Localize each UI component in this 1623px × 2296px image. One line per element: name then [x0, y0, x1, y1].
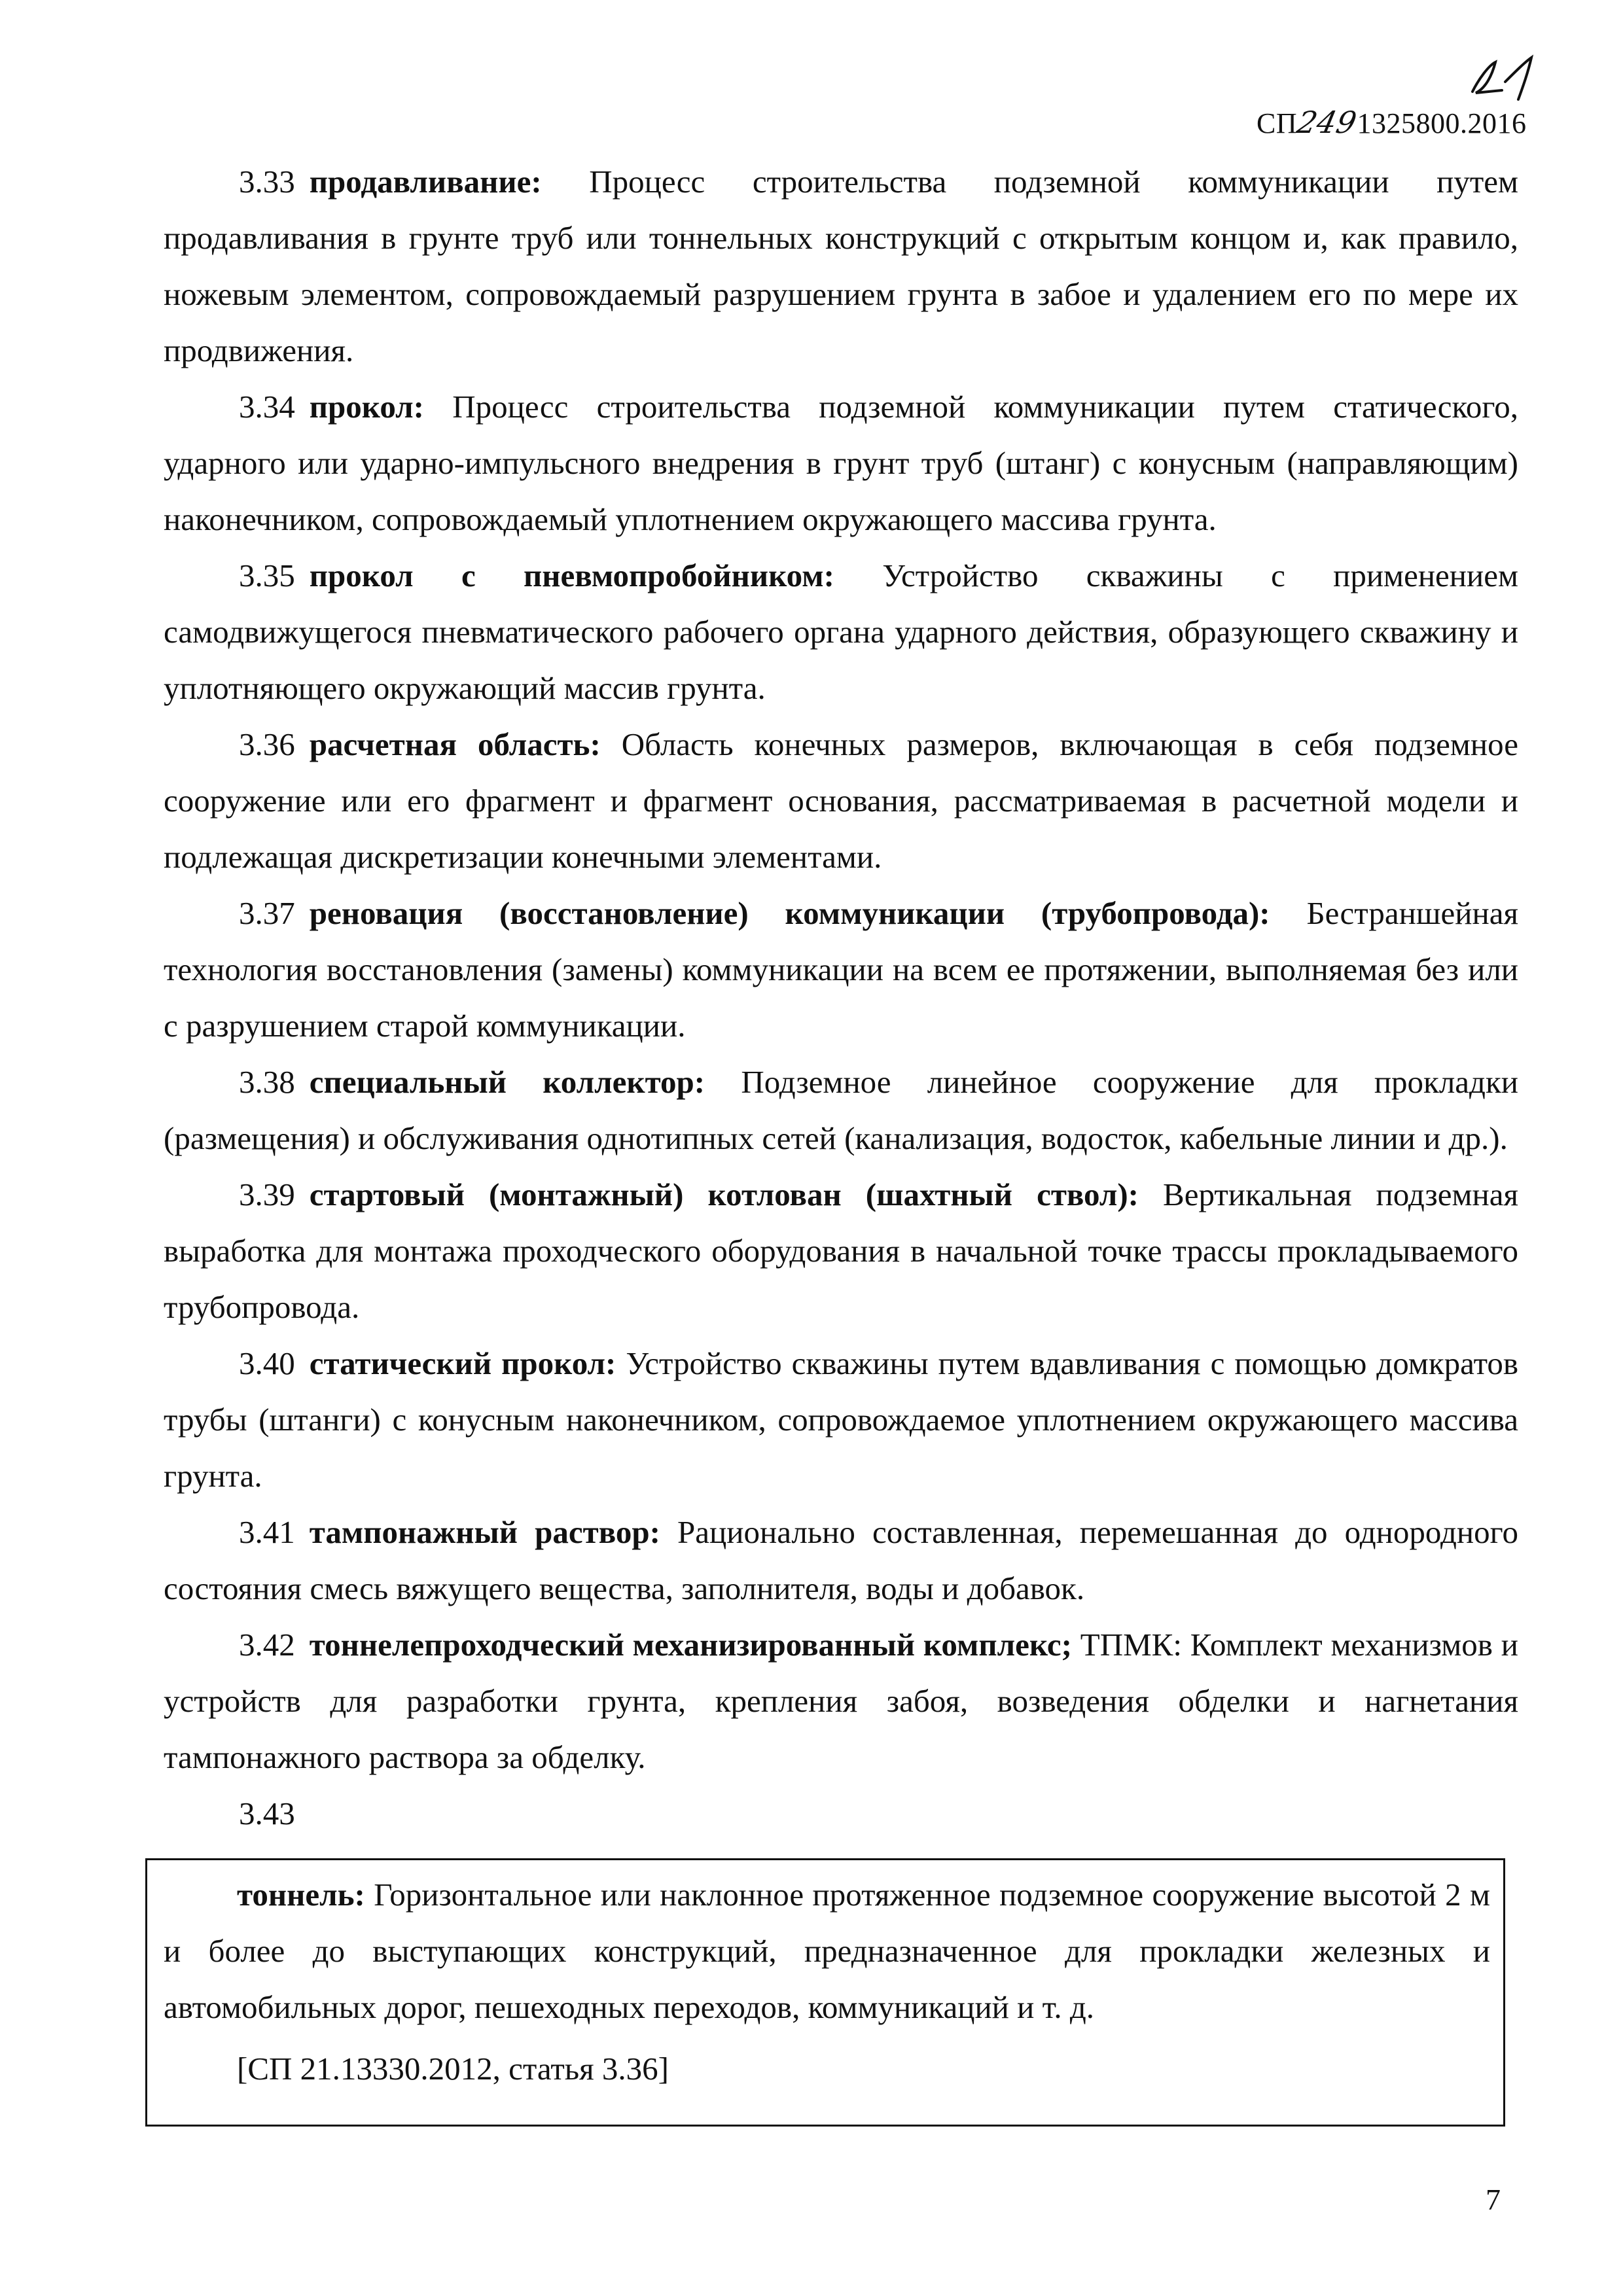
entry-number: 3.36 [239, 726, 295, 762]
entry-text: Вертикальная подземная выработка для монтажа проходческого оборудования в начальной точке трассы прокладываемого трубопровода. [164, 1176, 1518, 1325]
entry-term: прокол с пневмопробойником: [309, 557, 834, 593]
entry-text: Бестраншейная технология восстановления (замены) коммуникации на всем ее протяжении, выполняемая без или с разрушением старой коммуникации. [164, 895, 1519, 1044]
definition-entry-3-38 [164, 1054, 1518, 1167]
definition-entry-3-33 [164, 154, 1518, 379]
entry-number: 3.40 [239, 1345, 295, 1381]
entry-number: 3.34 [239, 389, 295, 425]
entry-text: ТПМК: Комплект механизмов и устройств для разработки грунта, крепления забоя, возведения обделки и нагнетания тампонажного раствора за обделку. [164, 1627, 1518, 1775]
entry-term: расчетная область: [309, 726, 601, 762]
handwritten-page-number [1466, 52, 1544, 105]
definition-entry-3-39 [164, 1167, 1518, 1335]
entry-text: Процесс строительства подземной коммуникации путем статического, ударного или ударно-импульсного внедрения в грунт труб (штанг) с конусным (направляющим) наконечником, сопровождаемый уплотнением окружающего массива грунта. [164, 389, 1518, 537]
entry-term: продавливание: [309, 164, 542, 200]
doc-code-prefix: СП [1257, 107, 1298, 139]
entry-number: 3.38 [239, 1064, 295, 1100]
entry-number: 3.39 [239, 1176, 295, 1212]
entry-term: реновация (восстановление) коммуникации (трубопровода): [309, 895, 1270, 931]
entry-text: Устройство скважины с применением самодвижущегося пневматического рабочего органа ударного действия, образующего скважину и уплотняющего окружающий массив грунта. [164, 557, 1518, 706]
entry-number: 3.33 [239, 164, 295, 200]
definition-entry-3-41 [164, 1504, 1518, 1617]
tunnel-definition-frame [145, 1858, 1505, 2127]
entry-number: 3.37 [239, 895, 295, 931]
entry-number: 3.41 [239, 1514, 295, 1550]
document-code [1257, 105, 1526, 140]
entry-text: Процесс строительства подземной коммуникации путем продавливания в грунте труб или тоннельных конструкций с открытым концом и, как правило, ножевым элементом, сопровождаемый разрушением грунта в забое и удалением его по мере их продвижения. [164, 164, 1518, 368]
definition-entry-3-43 [164, 1867, 1490, 2036]
entry-term: тампонажный раствор: [309, 1514, 660, 1550]
definition-entry-3-35 [164, 548, 1518, 716]
definition-entry-3-34 [164, 379, 1518, 548]
entry-text: Подземное линейное сооружение для прокладки (размещения) и обслуживания однотипных сетей (канализация, водосток, кабельные линии и др.). [164, 1064, 1519, 1156]
definition-entry-3-40 [164, 1335, 1518, 1504]
doc-code-handwritten-number: 249 [1294, 105, 1361, 140]
entry-number: 3.42 [239, 1627, 295, 1663]
definition-entry-3-36 [164, 716, 1518, 885]
source-reference: [СП 21.13330.2012, статья 3.36] [237, 2051, 669, 2087]
entry-number-3-43: 3.43 [239, 1795, 295, 1831]
definition-entry-3-37 [164, 885, 1518, 1054]
entry-text: Область конечных размеров, включающая в себя подземное сооружение или его фрагмент и фрагмент основания, рассматриваемая в расчетной модели и подлежащая дискретизации конечными элементами. [164, 726, 1519, 875]
definition-entry-3-42 [164, 1617, 1518, 1786]
entry-term: тоннелепроходческий механизированный комплекс; [309, 1627, 1072, 1663]
entry-term: тоннель: [237, 1877, 365, 1913]
entry-text: Рационально составленная, перемешанная до однородного состояния смесь вяжущего вещества, заполнителя, воды и добавок. [164, 1514, 1519, 1606]
entry-term: статический прокол: [309, 1345, 616, 1381]
definitions-list [164, 154, 1518, 1842]
entry-text: Горизонтальное или наклонное протяженное подземное сооружение высотой 2 м и более до выступающих конструкций, предназначенное для прокладки железных и автомобильных дорог, пешеходных переходов, коммуникаций и т. д. [164, 1877, 1491, 2025]
entry-term: специальный коллектор: [309, 1064, 705, 1100]
doc-code-suffix: 1325800.2016 [1357, 107, 1527, 139]
page-number: 7 [1486, 2183, 1501, 2216]
entry-term: стартовый (монтажный) котлован (шахтный ствол): [309, 1176, 1139, 1212]
entry-text: Устройство скважины путем вдавливания с помощью домкратов трубы (штанги) с конусным наконечником, сопровождаемое уплотнением окружающего массива грунта. [164, 1345, 1519, 1494]
entry-number: 3.35 [239, 557, 295, 593]
entry-term: прокол: [309, 389, 424, 425]
